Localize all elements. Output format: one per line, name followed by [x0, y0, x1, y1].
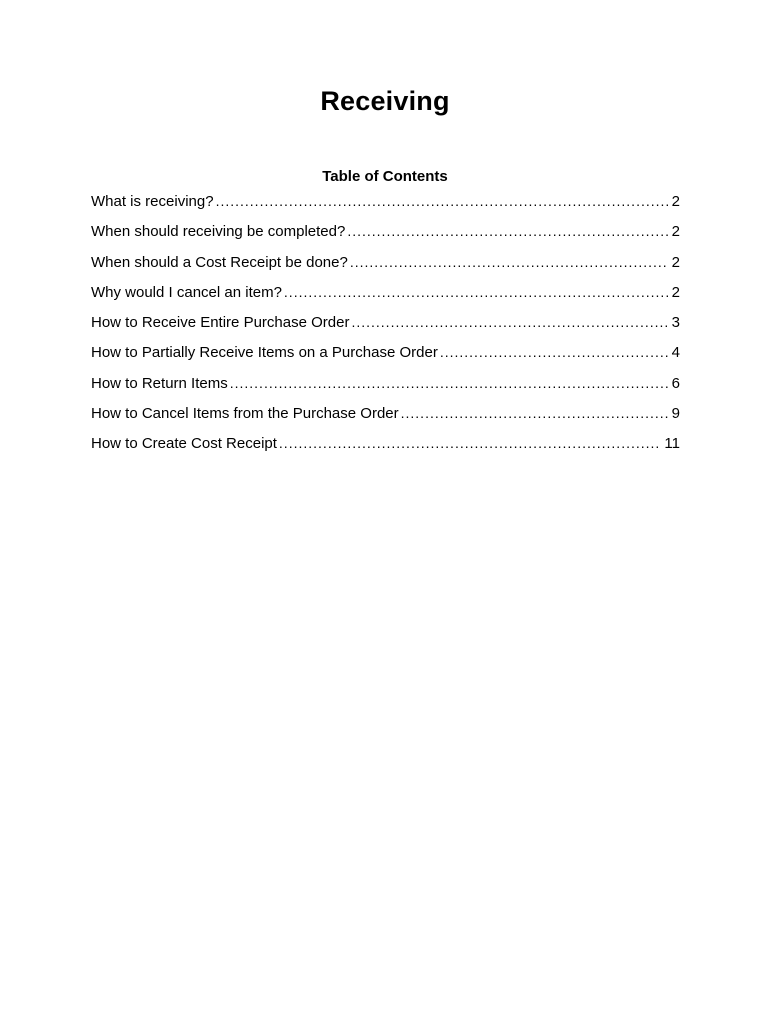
toc-entry-label: How to Cancel Items from the Purchase Order [91, 404, 399, 422]
toc-entry-label: How to Return Items [91, 374, 228, 392]
table-of-contents [91, 191, 680, 463]
toc-page-number: 3 [671, 314, 680, 331]
toc-entry-label: When should a Cost Receipt be done? [91, 253, 348, 271]
toc-entry-label: How to Partially Receive Items on a Purchase Order [91, 344, 438, 362]
toc-entry-partially-receive-items[interactable] [91, 342, 680, 372]
toc-page-number: 4 [671, 344, 680, 362]
toc-page-number: 2 [671, 283, 680, 301]
toc-entry-cancel-items[interactable] [91, 403, 680, 433]
toc-page-number: 11 [664, 435, 680, 452]
toc-entry-return-items[interactable] [91, 373, 680, 403]
toc-dot-leader [350, 252, 668, 272]
toc-entry-label: Why would I cancel an item? [91, 283, 282, 301]
toc-entry-why-cancel-item[interactable] [91, 282, 680, 312]
toc-page-number: 2 [671, 253, 680, 271]
toc-page-number: 2 [671, 193, 680, 210]
toc-dot-leader [279, 433, 661, 453]
toc-dot-leader [284, 282, 668, 302]
toc-entry-label: When should receiving be completed? [91, 223, 346, 241]
toc-entry-when-should-receiving-be-completed[interactable] [91, 221, 680, 251]
toc-dot-leader [401, 403, 668, 423]
toc-page-number: 9 [671, 404, 680, 422]
toc-entry-label: How to Create Cost Receipt [91, 435, 277, 452]
toc-dot-leader [216, 191, 668, 211]
toc-entry-label: What is receiving? [91, 193, 214, 210]
toc-entry-label: How to Receive Entire Purchase Order [91, 314, 350, 331]
toc-entry-when-cost-receipt[interactable] [91, 252, 680, 282]
toc-dot-leader [230, 373, 668, 393]
toc-page-number: 6 [671, 374, 680, 392]
document-title: Receiving [320, 86, 450, 116]
toc-dot-leader [347, 221, 667, 241]
toc-dot-leader [440, 342, 668, 362]
toc-entry-create-cost-receipt[interactable] [91, 433, 680, 463]
toc-heading: Table of Contents [322, 168, 448, 185]
toc-entry-receive-entire-po[interactable] [91, 312, 680, 342]
toc-dot-leader [351, 312, 667, 332]
toc-page-number: 2 [671, 223, 680, 241]
toc-entry-what-is-receiving[interactable] [91, 191, 680, 221]
